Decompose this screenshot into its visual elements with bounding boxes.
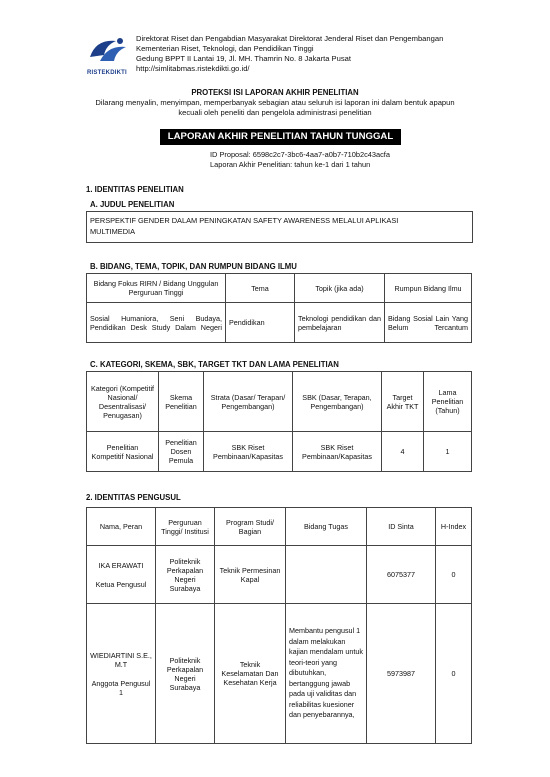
proposer-role: Ketua Pengusul bbox=[95, 579, 147, 589]
category-cell-skema: Penelitian Dosen Pemula bbox=[159, 432, 204, 472]
field-header-rumpun: Rumpun Bidang Ilmu bbox=[385, 274, 472, 303]
proposer-name: IKA ERAWATI bbox=[98, 560, 144, 570]
research-title-line-2: MULTIMEDIA bbox=[90, 227, 136, 236]
protection-line-1: Dilarang menyalin, menyimpan, memperbanyak sebagian atau seluruh isi laporan ini dalam bentuk apapun bbox=[95, 98, 455, 107]
field-cell-tema: Pendidikan bbox=[226, 303, 295, 343]
category-cell-sbk: SBK Riset Pembinaan/Kapasitas bbox=[293, 432, 382, 472]
category-cell-kategori: Penelitian Kompetitif Nasional bbox=[87, 432, 159, 472]
section-2-heading: 2. IDENTITAS PENGUSUL bbox=[86, 493, 181, 502]
proposer-hindex: 0 bbox=[436, 546, 472, 604]
category-header-sbk: SBK (Dasar, Terapan, Pengembangan) bbox=[293, 372, 382, 432]
header-line-3: Gedung BPPT II Lantai 19, Jl. MH. Thamrin No. 8 Jakarta Pusat bbox=[136, 54, 351, 63]
category-header-strata: Strata (Dasar/ Terapan/ Pengembangan) bbox=[204, 372, 293, 432]
field-header-tema: Tema bbox=[226, 274, 295, 303]
proposer-tugas bbox=[286, 546, 367, 604]
proposer-name-cell bbox=[87, 604, 156, 744]
field-cell-rumpun: Bidang Sosial Lain Yang Belum Tercantum bbox=[385, 303, 472, 343]
category-header-skema: Skema Penelitian bbox=[159, 372, 204, 432]
proposer-prodi: Teknik Permesinan Kapal bbox=[215, 546, 286, 604]
proposer-header-prodi: Program Studi/ Bagian bbox=[215, 508, 286, 546]
proposer-name-cell bbox=[87, 546, 156, 604]
report-year: Laporan Akhir Penelitian: tahun ke-1 dari 1 tahun bbox=[210, 160, 371, 169]
field-cell-bidang: Sosial Humaniora, Seni Budaya, Pendidikan Desk Study Dalam Negeri bbox=[87, 303, 226, 343]
field-cell-topik: Teknologi pendidikan dan pembelajaran bbox=[295, 303, 385, 343]
category-table bbox=[86, 371, 472, 472]
proposer-header-hindex: H-Index bbox=[436, 508, 472, 546]
field-header-bidang: Bidang Fokus RIRN / Bidang Unggulan Perguruan Tinggi bbox=[87, 274, 226, 303]
proposer-table bbox=[86, 507, 472, 744]
field-table bbox=[86, 273, 472, 343]
proposer-sinta: 5973987 bbox=[367, 604, 436, 744]
field-header-topik: Topik (jika ada) bbox=[295, 274, 385, 303]
proposer-name: WIEDIARTINI S.E., M.T bbox=[90, 650, 152, 669]
proposer-sinta: 6075377 bbox=[367, 546, 436, 604]
proposer-header-tugas: Bidang Tugas bbox=[286, 508, 367, 546]
section-1b-heading: B. BIDANG, TEMA, TOPIK, DAN RUMPUN BIDANG ILMU bbox=[90, 262, 297, 271]
category-cell-tkt: 4 bbox=[382, 432, 424, 472]
section-1-heading: 1. IDENTITAS PENELITIAN bbox=[86, 185, 184, 194]
research-title-line-1: PERSPEKTIF GENDER DALAM PENINGKATAN SAFETY AWARENESS MELALUI APLIKASI bbox=[90, 216, 399, 225]
logo-text: RISTEKDIKTI bbox=[87, 70, 127, 76]
proposer-hindex: 0 bbox=[436, 604, 472, 744]
table-row bbox=[87, 604, 472, 744]
section-1c-heading: C. KATEGORI, SKEMA, SBK, TARGET TKT DAN LAMA PENELITIAN bbox=[90, 360, 339, 369]
research-title-box bbox=[86, 211, 473, 243]
category-header-tkt: Target Akhir TKT bbox=[382, 372, 424, 432]
proposer-role: Anggota Pengusul 1 bbox=[91, 678, 151, 697]
header-line-1: Direktorat Riset dan Pengabdian Masyarakat Direktorat Jenderal Riset dan Pengembangan bbox=[136, 34, 444, 43]
report-banner: LAPORAN AKHIR PENELITIAN TAHUN TUNGGAL bbox=[160, 129, 401, 145]
proposer-header-name: Nama, Peran bbox=[87, 508, 156, 546]
table-row bbox=[87, 546, 472, 604]
protection-line-2: kecuali oleh peneliti dan pengelola administrasi penelitian bbox=[178, 108, 372, 117]
logo-emblem-icon bbox=[86, 35, 130, 71]
header-line-2: Kementerian Riset, Teknologi, dan Pendidikan Tinggi bbox=[136, 44, 314, 53]
category-header-kategori: Kategori (Kompetitif Nasional/ Desentralisasi/ Penugasan) bbox=[87, 372, 159, 432]
proposer-tugas: Membantu pengusul 1 dalam melakukan kajian mendalam untuk teori-teori yang dibutuhkan, bertanggung jawab pada uji validitas dan reliabilitas kuesioner dan penyebarannya, bbox=[286, 604, 367, 744]
proposal-id: ID Proposal: 6598c2c7-3bc6-4aa7-a0b7-710b2c43acfa bbox=[210, 150, 390, 159]
category-cell-strata: SBK Riset Pembinaan/Kapasitas bbox=[204, 432, 293, 472]
header-url: http://simlitabmas.ristekdikti.go.id/ bbox=[136, 64, 250, 73]
proposer-header-sinta: ID Sinta bbox=[367, 508, 436, 546]
proposer-inst: Politeknik Perkapalan Negeri Surabaya bbox=[156, 604, 215, 744]
section-1a-heading: A. JUDUL PENELITIAN bbox=[90, 200, 175, 209]
category-cell-lama: 1 bbox=[424, 432, 472, 472]
category-header-lama: Lama Penelitian (Tahun) bbox=[424, 372, 472, 432]
proposer-inst: Politeknik Perkapalan Negeri Surabaya bbox=[156, 546, 215, 604]
proposer-header-inst: Perguruan Tinggi/ Institusi bbox=[156, 508, 215, 546]
proposer-prodi: Teknik Keselamatan Dan Kesehatan Kerja bbox=[215, 604, 286, 744]
protection-title: PROTEKSI ISI LAPORAN AKHIR PENELITIAN bbox=[191, 88, 359, 97]
